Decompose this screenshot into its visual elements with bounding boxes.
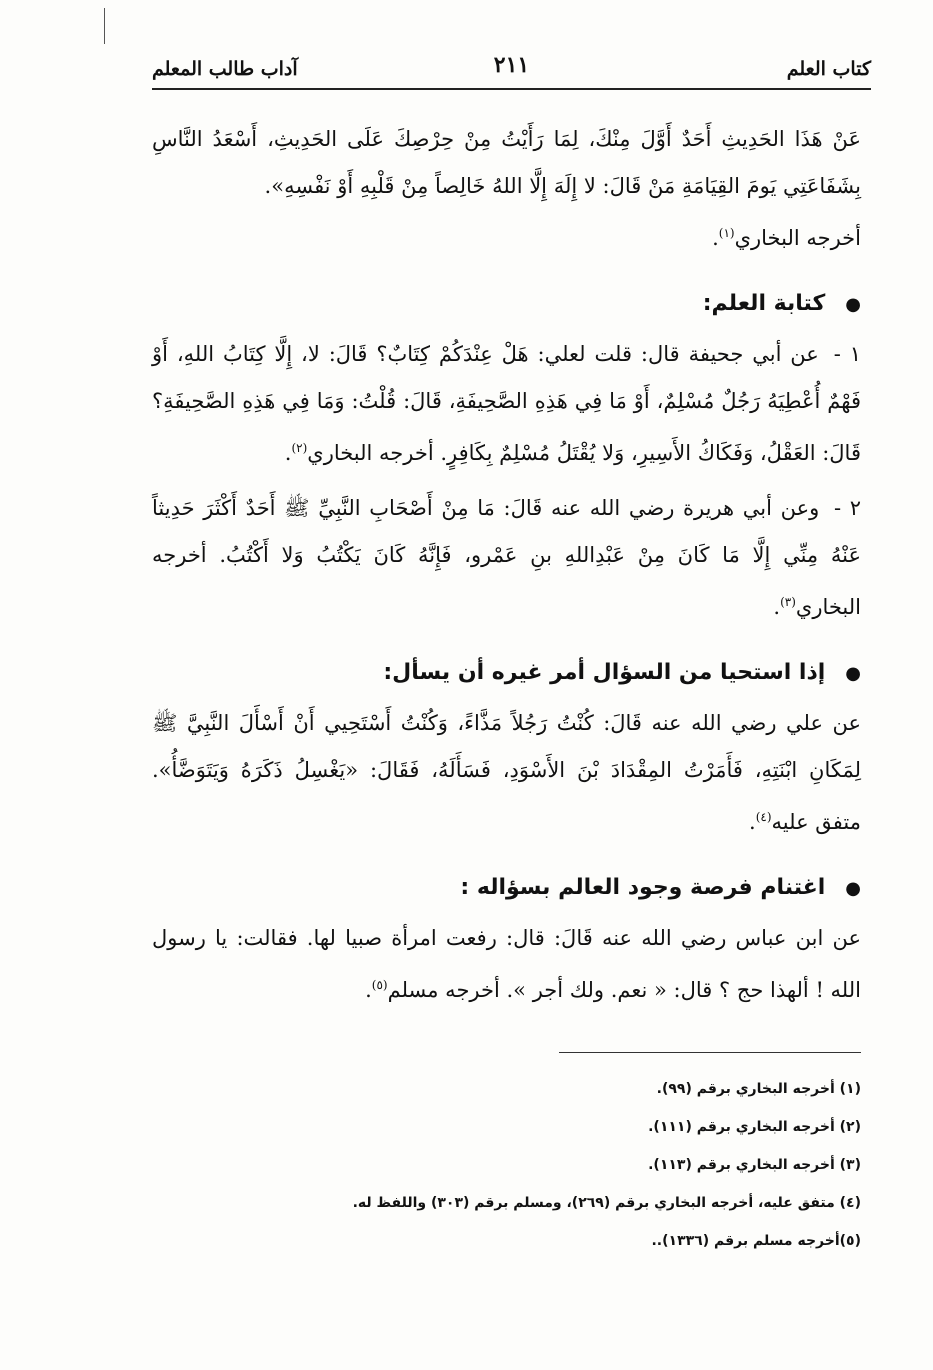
paragraph-text: عن علي رضي الله عنه قَالَ: كُنْتُ رَجُلاً مَذَّاءً، وَكُنْتُ أَسْتَحِيي أَنْ أَسْأَلَ النَّبِيَّ ﷺ لِمَكَانِ ابْنَتِهِ، فَأَمَرْتُ المِقْدَادَ بْنَ الأَسْوَدِ، فَسَأَلَهُ، فَقَالَ: «يَغْسِلُ ذَكَرَهُ وَيَتَوَضَّأُ». متفق عليه [152,711,861,834]
footnote: (٥)أخرجه مسلم برقم (١٣٣٦).. [651,1233,861,1249]
section-heading-writing-knowledge [152,284,861,325]
bullet-icon: ● [845,878,861,899]
footnote: (٣) أخرجه البخاري برقم (١١٣). [648,1157,861,1173]
margin-mark [104,8,105,44]
intro-hadith-text: عَنْ هَذَا الحَدِيثِ أَحَدٌ أَوَّلَ مِنْكَ، لِمَا رَأَيْتُ مِنْ حِرْصِكَ عَلَى الحَدِيثِ، أَسْعَدُ النَّاسِ بِشَفَاعَتِي يَومَ القِيَامَةِ مَنْ قَالَ: لا إِلَهَ إِلَّا اللهُ خَالِصاً مِنْ قَلْبِهِ أَوْ نَفْسِهِ». [152,127,861,198]
intro-source: أخرجه البخاري [734,226,861,250]
section-title: إذا استحيا من السؤال أمر غيره أن يسأل: [383,660,826,685]
footnote-ref: (٣) [780,595,796,609]
footnote-divider [559,1052,861,1053]
bullet-icon: ● [845,294,861,315]
footnote-ref: (٥) [371,978,388,992]
page-header [152,52,871,90]
intro-end: . [712,226,719,250]
footnote-ref: (٢) [291,441,308,455]
item-text: عن أبي جحيفة قال: قلت لعلي: هَلْ عِنْدَكُمْ كِتَابٌ؟ قَالَ: لا، إِلَّا كِتَابُ اللهِ، أَوْ فَهْمٌ أُعْطِيَهُ رَجُلٌ مُسْلِمٌ، أَوْ مَا فِي هَذِهِ الصَّحِيفَةِ، قَالَ: قُلْتُ: وَمَا فِي هَذِهِ الصَّحِيفَةِ؟ قَالَ: العَقْلُ، وَفَكَاكُ الأَسِيرِ، وَلا يُقْتَلُ مُسْلِمٌ بِكَافِرٍ. أخرجه البخاري [152,342,861,465]
item-text: وعن أبي هريرة رضي الله عنه قَالَ: مَا مِنْ أَصْحَابِ النَّبِيِّ ﷺ أَحَدٌ أَكْثَرَ حَدِيثاً عَنْهُ مِنِّي إِلَّا مَا كَانَ مِنْ عَبْدِاللهِ بنِ عَمْرو، فَإِنَّهُ كَانَ يَكْتُبُ وَلا أَكْتُبُ. أخرجه البخاري [152,496,861,619]
page-number: ٢١١ [493,52,530,78]
footnote: (٤) متفق عليه، أخرجه البخاري برقم (٢٦٩)، ومسلم برقم (٣٠٣) واللفظ له. [352,1195,861,1211]
section-heading-shyness [152,653,861,694]
book-title: آداب طالب المعلم [152,58,298,80]
footnote: (٢) أخرجه البخاري برقم (١١١). [648,1119,861,1135]
section-paragraph: عن ابن عباس رضي الله عنه قَالَ: قال: رفعت امرأة صبيا لها. فقالت: يا رسول الله ! ألهذا حج ؟ قال: « نعم. ولك أجر ». أخرجه مسلم$^{(٥)}$. [152,926,861,1002]
footnote: (١) أخرجه البخاري برقم (٩٩). [656,1081,861,1097]
chapter-title: كتاب العلم [786,58,871,80]
section-title: اغتنام فرصة وجود العالم بسؤاله : [460,875,826,900]
intro-paragraph [152,116,861,262]
list-item: ١ - عن أبي جحيفة قال: قلت لعلي: هَلْ عِنْدَكُمْ كِتَابٌ؟ قَالَ: لا، إِلَّا كِتَابُ اللهِ، أَوْ فَهْمٌ أُعْطِيَهُ رَجُلٌ مُسْلِمٌ، أَوْ مَا فِي هَذِهِ الصَّحِيفَةِ، قَالَ: قُلْتُ: وَمَا فِي هَذِهِ الصَّحِيفَةِ؟ قَالَ: العَقْلُ، وَفَكَاكُ الأَسِيرِ، وَلا يُقْتَلُ مُسْلِمٌ بِكَافِرٍ. أخرجه البخاري$^{(٢)}$. [152,342,861,465]
footnote-ref: (٤) [755,810,772,824]
section-heading-opportunity [152,868,861,909]
page-body [152,116,861,1014]
paragraph-text: عن ابن عباس رضي الله عنه قَالَ: قال: رفعت امرأة صبيا لها. فقالت: يا رسول الله ! ألهذا حج ؟ قال: « نعم. ولك أجر ». أخرجه مسلم [152,926,861,1002]
bullet-icon: ● [845,663,861,684]
list-item: ٢ - وعن أبي هريرة رضي الله عنه قَالَ: مَا مِنْ أَصْحَابِ النَّبِيِّ ﷺ أَحَدٌ أَكْثَرَ حَدِيثاً عَنْهُ مِنِّي إِلَّا مَا كَانَ مِنْ عَبْدِاللهِ بنِ عَمْرو، فَإِنَّهُ كَانَ يَكْتُبُ وَلا أَكْتُبُ. أخرجه البخاري$^{(٣)}$. [152,496,861,619]
section-paragraph: عن علي رضي الله عنه قَالَ: كُنْتُ رَجُلاً مَذَّاءً، وَكُنْتُ أَسْتَحِيي أَنْ أَسْأَلَ النَّبِيَّ ﷺ لِمَكَانِ ابْنَتِهِ، فَأَمَرْتُ المِقْدَادَ بْنَ الأَسْوَدِ، فَسَأَلَهُ، فَقَالَ: «يَغْسِلُ ذَكَرَهُ وَيَتَوَضَّأُ». متفق عليه$^{(٤)}$. [152,711,861,834]
section-title: كتابة العلم: [702,291,826,316]
item-number: ١ - [833,342,861,366]
item-number: ٢ - [833,496,861,520]
footnotes [152,1070,861,1260]
footnote-ref: (١) [718,226,735,240]
